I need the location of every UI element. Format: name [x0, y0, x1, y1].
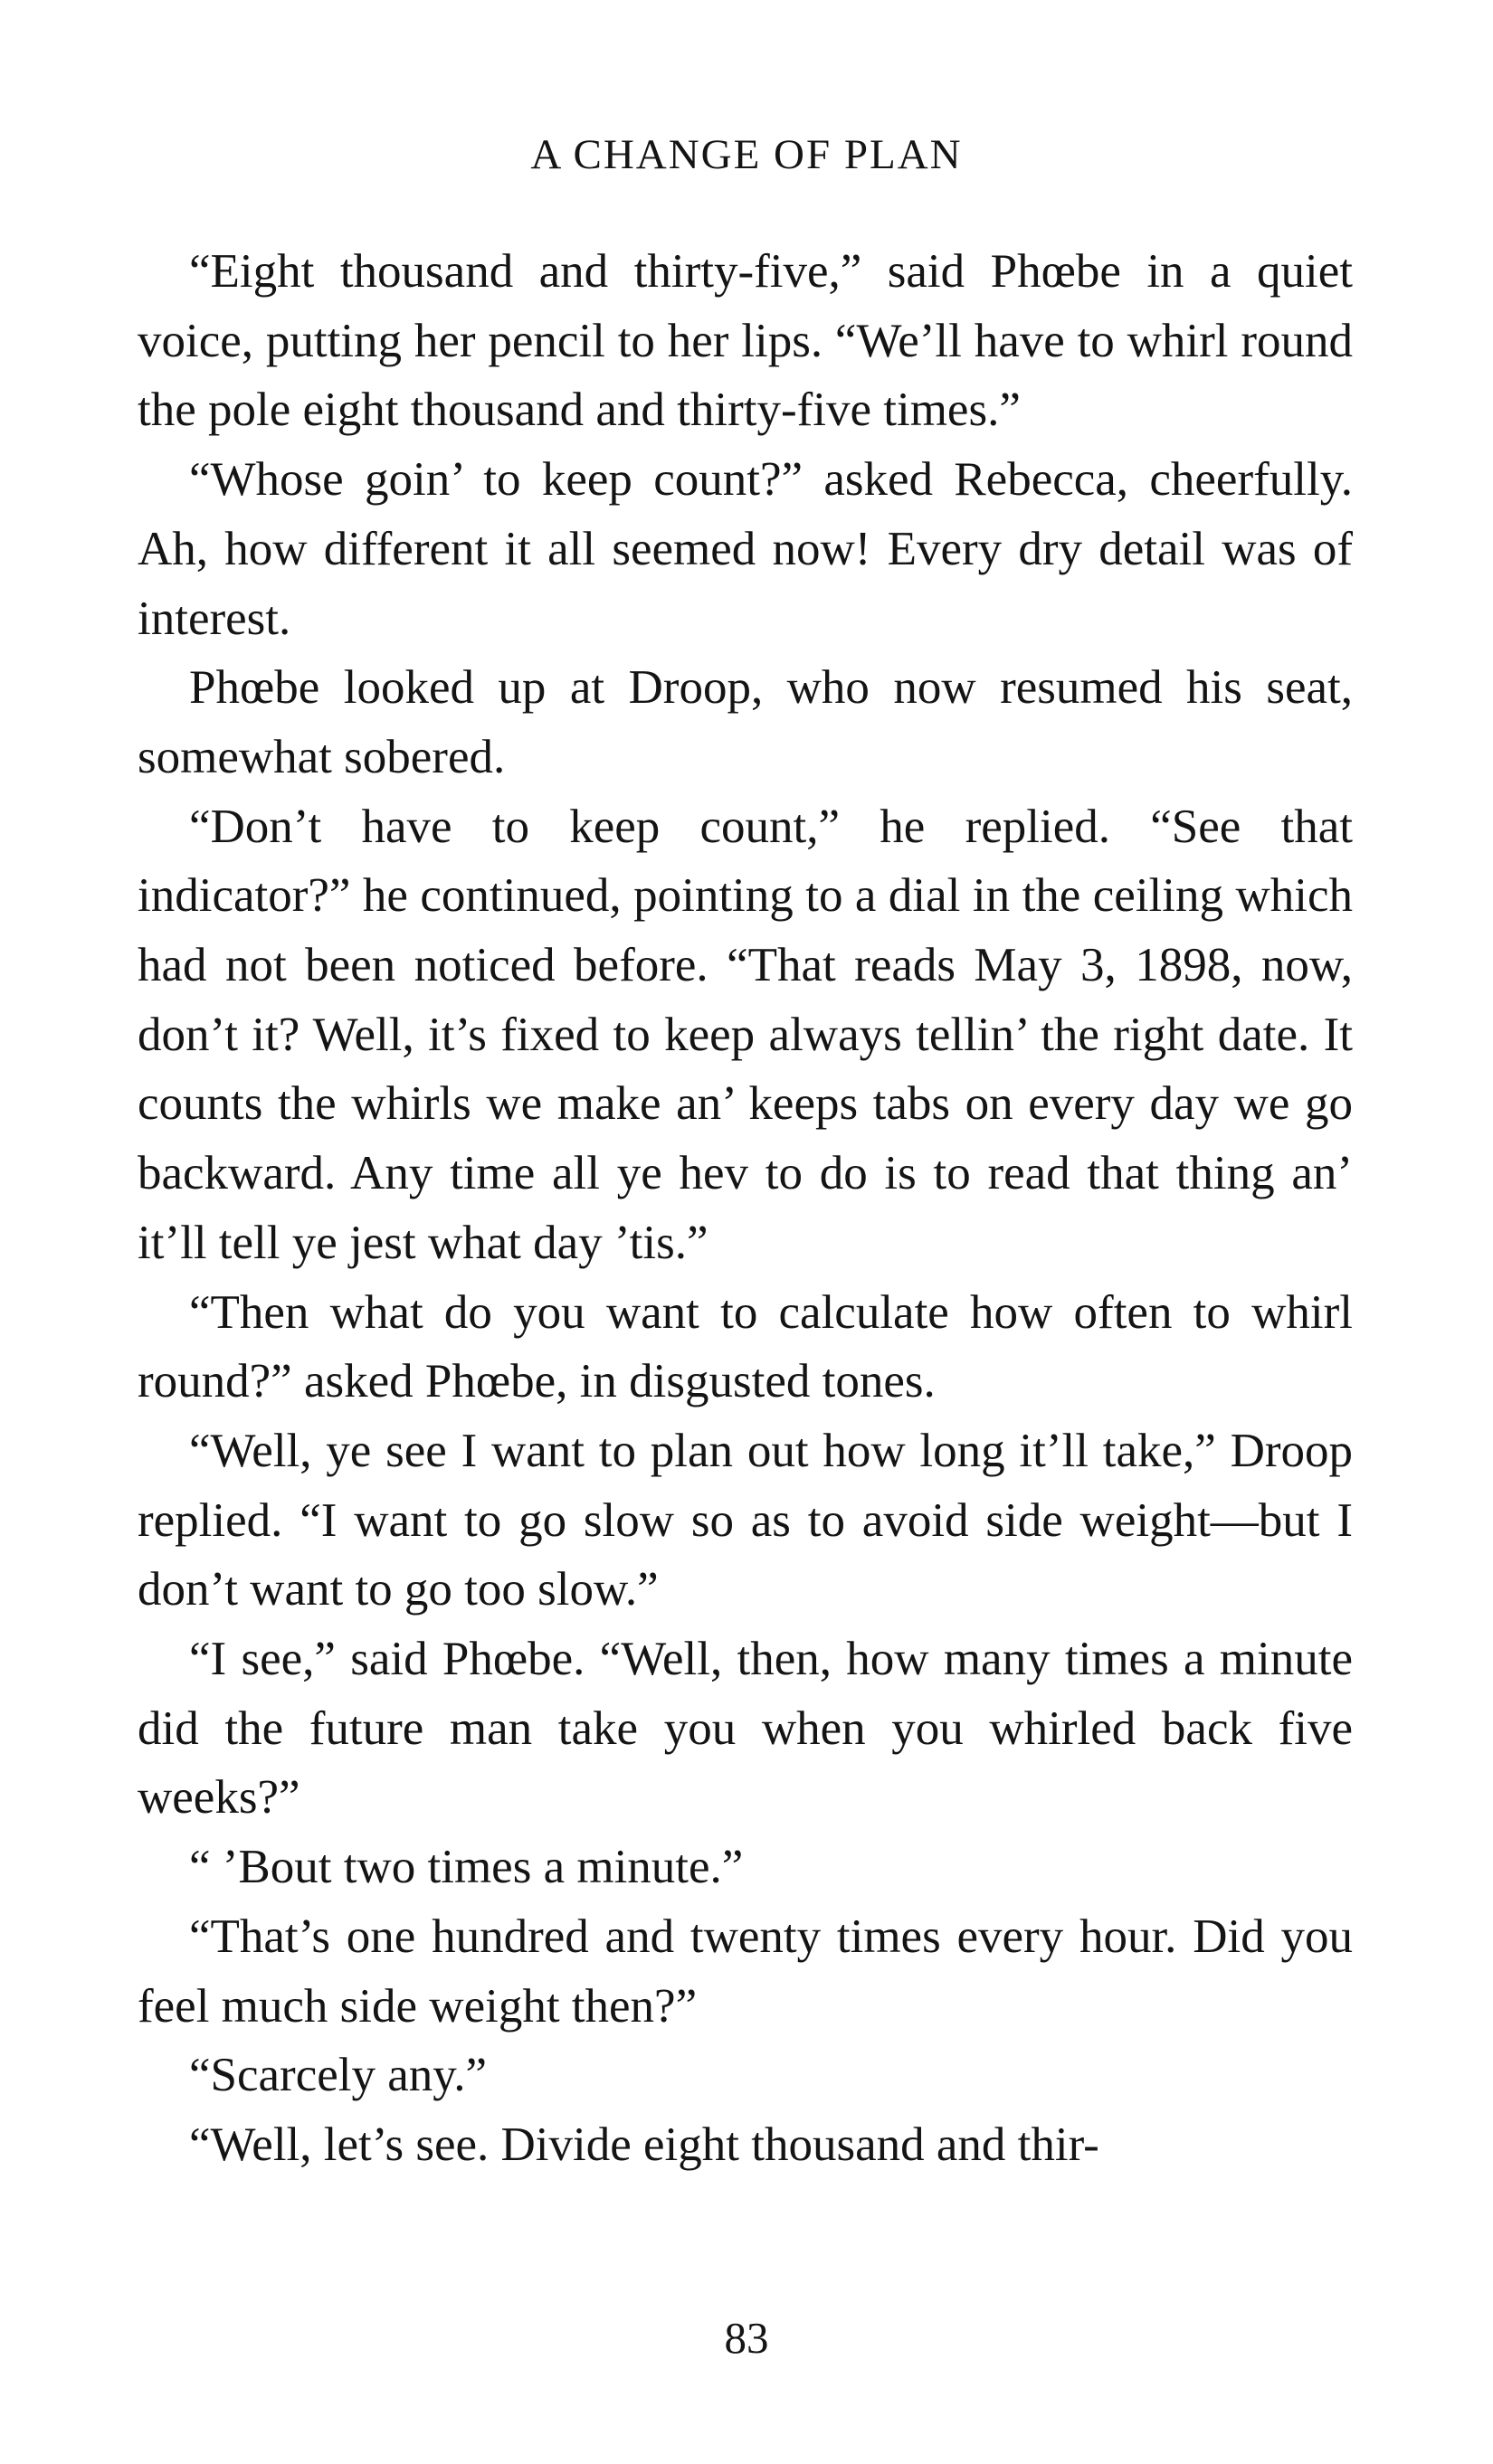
running-head: A CHANGE OF PLAN [530, 131, 963, 178]
paragraph-2: “Whose goin’ to keep count?” asked Rebecca, cheerfully. Ah, how different it all seemed now! Every dry detail was of interest. [138, 453, 1353, 645]
paragraph-10: “Scarcely any.” [189, 2049, 488, 2102]
paragraph-1: “Eight thousand and thirty-five,” said Phœbe in a quiet voice, putting her pencil to her lips. “We’ll have to whirl round the pole eight thousand and thirty-five times.” [138, 245, 1353, 437]
paragraph-3: Phœbe looked up at Droop, who now resumed his seat, somewhat sobered. [138, 661, 1353, 783]
paragraph-6: “Well, ye see I want to plan out how long it’ll take,” Droop replied. “I want to go slow so as to avoid side weight—but I don’t want to go too slow.” [138, 1424, 1353, 1616]
paragraph-11: “Well, let’s see. Divide eight thousand and thir- [189, 2118, 1099, 2171]
body-text [138, 237, 1353, 2180]
paragraph-4: “Don’t have to keep count,” he replied. “See that indicator?” he continued, pointing to a dial in the ceiling which had not been noticed before. “That reads May 3, 1898, now, don’t it? Well, it’s fixed to keep always tellin’ the right date. It counts the whirls we make an’ keeps tabs on every day we go backward. Any time all ye hev to do is to read that thing an’ it’ll tell ye jest what day ’tis.” [138, 800, 1353, 1269]
page-number: 83 [724, 2313, 769, 2363]
paragraph-5: “Then what do you want to calculate how often to whirl round?” asked Phœbe, in disgusted tones. [138, 1285, 1353, 1408]
paragraph-8: “ ’Bout two times a minute.” [189, 1841, 744, 1894]
paragraph-9: “That’s one hundred and twenty times every hour. Did you feel much side weight then?” [138, 1910, 1353, 2033]
paragraph-7: “I see,” said Phœbe. “Well, then, how many times a minute did the future man take you when you whirled back five weeks?” [138, 1633, 1353, 1824]
